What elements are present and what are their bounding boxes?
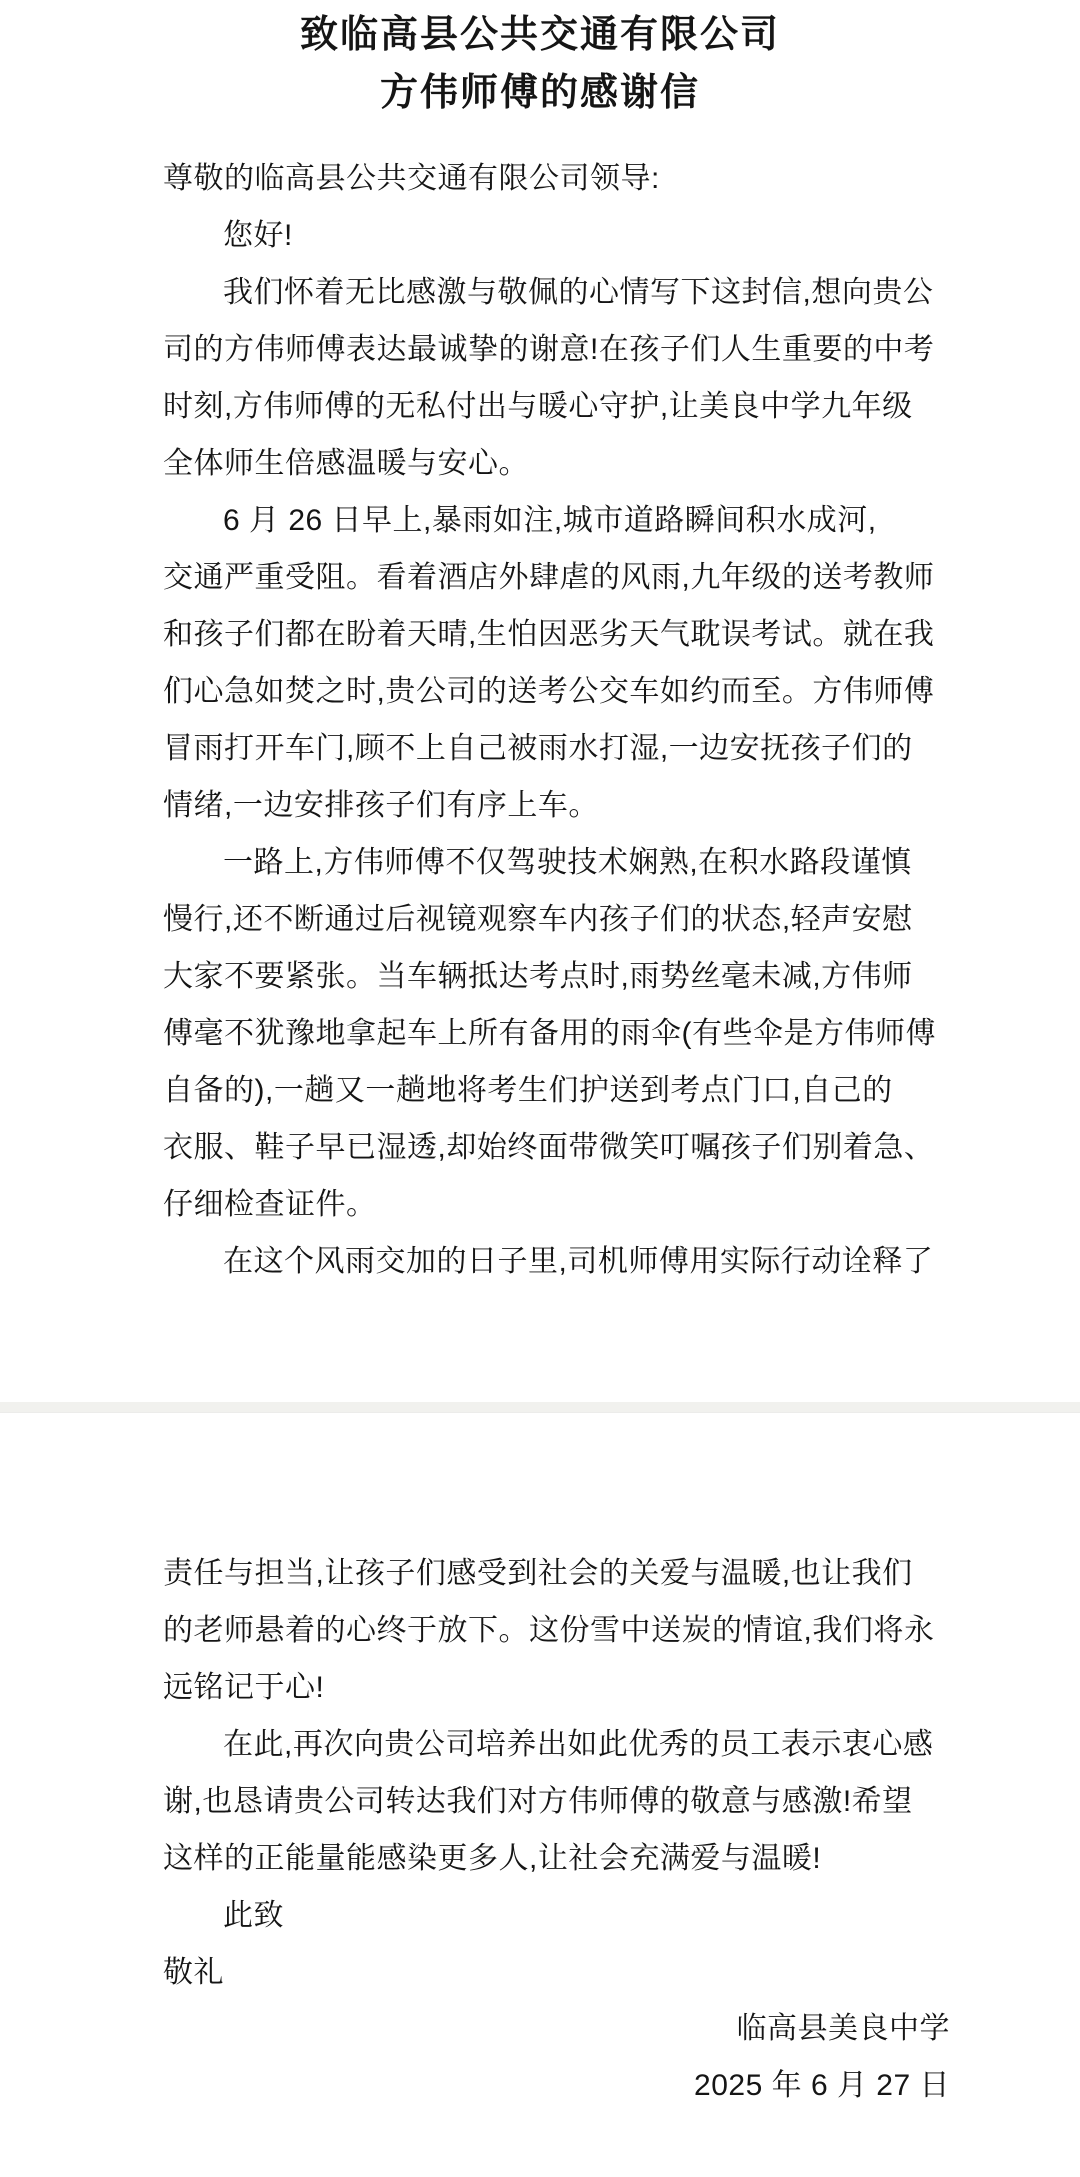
letter-line: 一路上,方伟师傅不仅驾驶技术娴熟,在积水路段谨慎 <box>223 846 912 879</box>
letter-line: 的老师悬着的心终于放下。这份雪中送炭的情谊,我们将永 <box>163 1614 935 1647</box>
letter-line: 慢行,还不断通过后视镜观察车内孩子们的状态,轻声安慰 <box>163 903 913 936</box>
letter-page-2-body <box>163 1545 975 2001</box>
letter-line: 大家不要紧张。当车辆抵达考点时,雨势丝毫未减,方伟师 <box>163 960 913 993</box>
signature-date: 2025 年 6 月 27 日 <box>694 2069 950 2102</box>
letter-line: 情绪,一边安排孩子们有序上车。 <box>163 789 599 822</box>
letter-line: 在这个风雨交加的日子里,司机师傅用实际行动诠释了 <box>223 1245 934 1278</box>
letter-title <box>0 6 1080 122</box>
letter-line: 交通严重受阻。看着酒店外肆虐的风雨,九年级的送考教师 <box>163 561 935 594</box>
letter-line: 责任与担当,让孩子们感受到社会的关爱与温暖,也让我们 <box>163 1557 913 1590</box>
letter-line: 和孩子们都在盼着天晴,生怕因恶劣天气耽误考试。就在我 <box>163 618 935 651</box>
letter-line: 这样的正能量能感染更多人,让社会充满爱与温暖! <box>163 1842 822 1875</box>
letter-line: 们心急如焚之时,贵公司的送考公交车如约而至。方伟师傅 <box>163 675 935 708</box>
letter-line: 仔细检查证件。 <box>163 1188 377 1221</box>
letter-line: 傅毫不犹豫地拿起车上所有备用的雨伞(有些伞是方伟师傅 <box>163 1017 936 1050</box>
letter-line: 在此,再次向贵公司培养出如此优秀的员工表示衷心感 <box>223 1728 934 1761</box>
letter-line: 敬礼 <box>163 1956 224 1989</box>
letter-line: 远铭记于心! <box>163 1671 325 1704</box>
letter-signature <box>163 2000 950 2114</box>
letter-line: 全体师生倍感温暖与安心。 <box>163 447 529 480</box>
letter-line: 谢,也恳请贵公司转达我们对方伟师傅的敬意与感激!希望 <box>163 1785 913 1818</box>
letter-line: 冒雨打开车门,顾不上自己被雨水打湿,一边安抚孩子们的 <box>163 732 913 765</box>
letter-line: 您好! <box>223 219 293 252</box>
signature-school: 临高县美良中学 <box>736 2012 950 2045</box>
letter-line: 我们怀着无比感激与敬佩的心情写下这封信,想向贵公 <box>223 276 934 309</box>
letter-line: 时刻,方伟师傅的无私付出与暖心守护,让美良中学九年级 <box>163 390 913 423</box>
letter-line: 自备的),一趟又一趟地将考生们护送到考点门口,自己的 <box>163 1074 893 1107</box>
page-break-divider <box>0 1402 1080 1413</box>
letter-line: 此致 <box>223 1899 284 1932</box>
letter-line: 司的方伟师傅表达最诚挚的谢意!在孩子们人生重要的中考 <box>163 333 935 366</box>
letter-line: 6 月 26 日早上,暴雨如注,城市道路瞬间积水成河, <box>223 504 877 537</box>
letter-line: 衣服、鞋子早已湿透,却始终面带微笑叮嘱孩子们别着急、 <box>163 1131 935 1164</box>
letter-page-1-body <box>163 150 975 1290</box>
letter-title-line-1: 致临高县公共交通有限公司 <box>299 14 780 56</box>
letter-title-line-2: 方伟师傅的感谢信 <box>379 72 700 114</box>
letter-line: 尊敬的临高县公共交通有限公司领导: <box>163 162 660 195</box>
